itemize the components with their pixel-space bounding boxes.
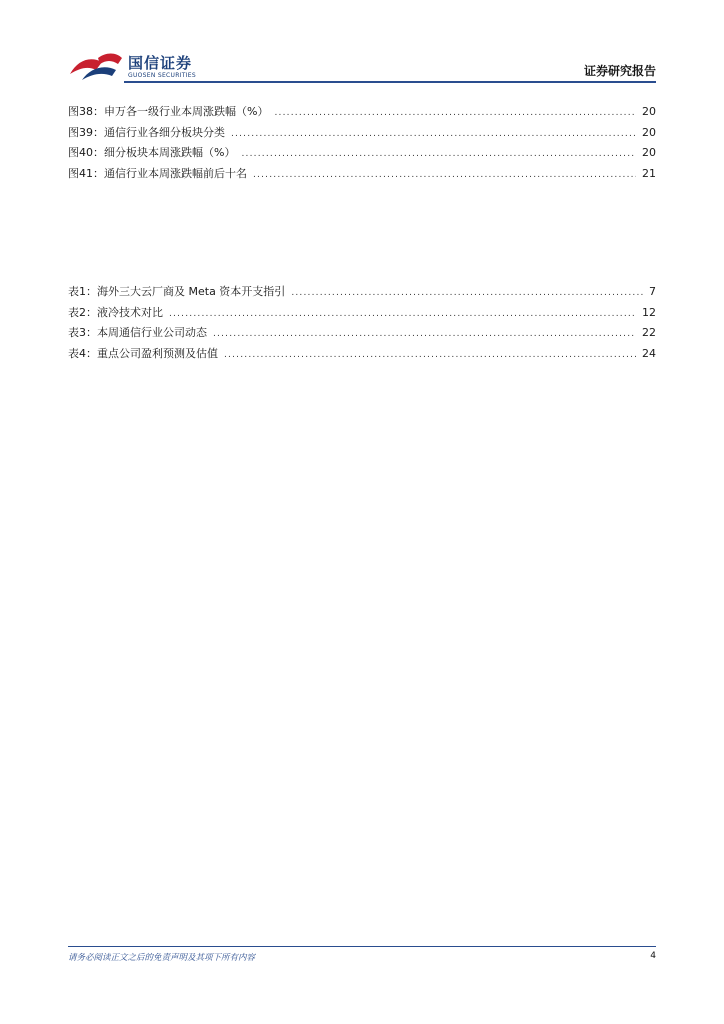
table-title: 液冷技术对比 [97, 305, 163, 319]
figure-title: 通信行业本周涨跌幅前后十名 [104, 166, 247, 180]
table-page: 24 [642, 346, 656, 360]
report-type-title: 证券研究报告 [583, 64, 656, 78]
table-title: 重点公司盈利预测及估值 [97, 346, 218, 360]
leader-dots [291, 288, 643, 298]
table-entry[interactable] [68, 345, 656, 366]
figure-title: 通信行业各细分板块分类 [104, 125, 225, 139]
figure-entry[interactable] [68, 124, 656, 145]
leader-dots [253, 170, 636, 180]
table-number: 表2： [68, 305, 97, 319]
figure-number: 图39： [68, 125, 104, 139]
leader-dots [169, 309, 636, 319]
table-number: 表1： [68, 285, 97, 298]
leader-dots [213, 329, 636, 339]
figure-page: 20 [642, 125, 656, 139]
guosen-logo-mark-icon [68, 50, 124, 82]
figure-number: 图41： [68, 166, 104, 180]
header-divider [124, 81, 656, 83]
logo-english-name: GUOSEN SECURITIES [128, 72, 197, 79]
figure-number: 图40： [68, 146, 104, 159]
leader-dots [231, 129, 636, 139]
table-page: 22 [642, 326, 656, 339]
table-entry[interactable] [68, 304, 656, 325]
figure-entry[interactable] [68, 103, 656, 124]
figure-entry[interactable] [68, 144, 656, 165]
guosen-logo [68, 48, 228, 84]
figure-title: 细分板块本周涨跌幅（%） [104, 146, 236, 159]
figure-page: 21 [642, 166, 656, 180]
footer-disclaimer: 请务必阅读正文之后的免责声明及其项下所有内容 [68, 953, 256, 963]
leader-dots [241, 149, 636, 159]
table-entry[interactable] [68, 324, 656, 345]
figure-page: 20 [642, 105, 656, 118]
table-page: 12 [642, 305, 656, 319]
figure-number: 图38： [68, 105, 104, 118]
figure-page: 20 [642, 146, 656, 159]
page-number: 4 [650, 951, 656, 961]
table-number: 表3： [68, 326, 97, 339]
footer-divider [68, 946, 656, 947]
table-list [68, 283, 656, 365]
figure-entry[interactable] [68, 165, 656, 186]
page-header [68, 48, 656, 84]
leader-dots [274, 108, 636, 118]
table-number: 表4： [68, 346, 97, 360]
table-page: 7 [649, 285, 656, 298]
logo-chinese-name: 国信证券 [128, 54, 193, 72]
figure-title: 申万各一级行业本周涨跌幅（%） [104, 105, 269, 118]
table-title: 本周通信行业公司动态 [97, 326, 207, 339]
table-title: 海外三大云厂商及 Meta 资本开支指引 [97, 285, 286, 298]
table-entry[interactable] [68, 283, 656, 304]
figure-list [68, 103, 656, 185]
leader-dots [224, 350, 636, 360]
